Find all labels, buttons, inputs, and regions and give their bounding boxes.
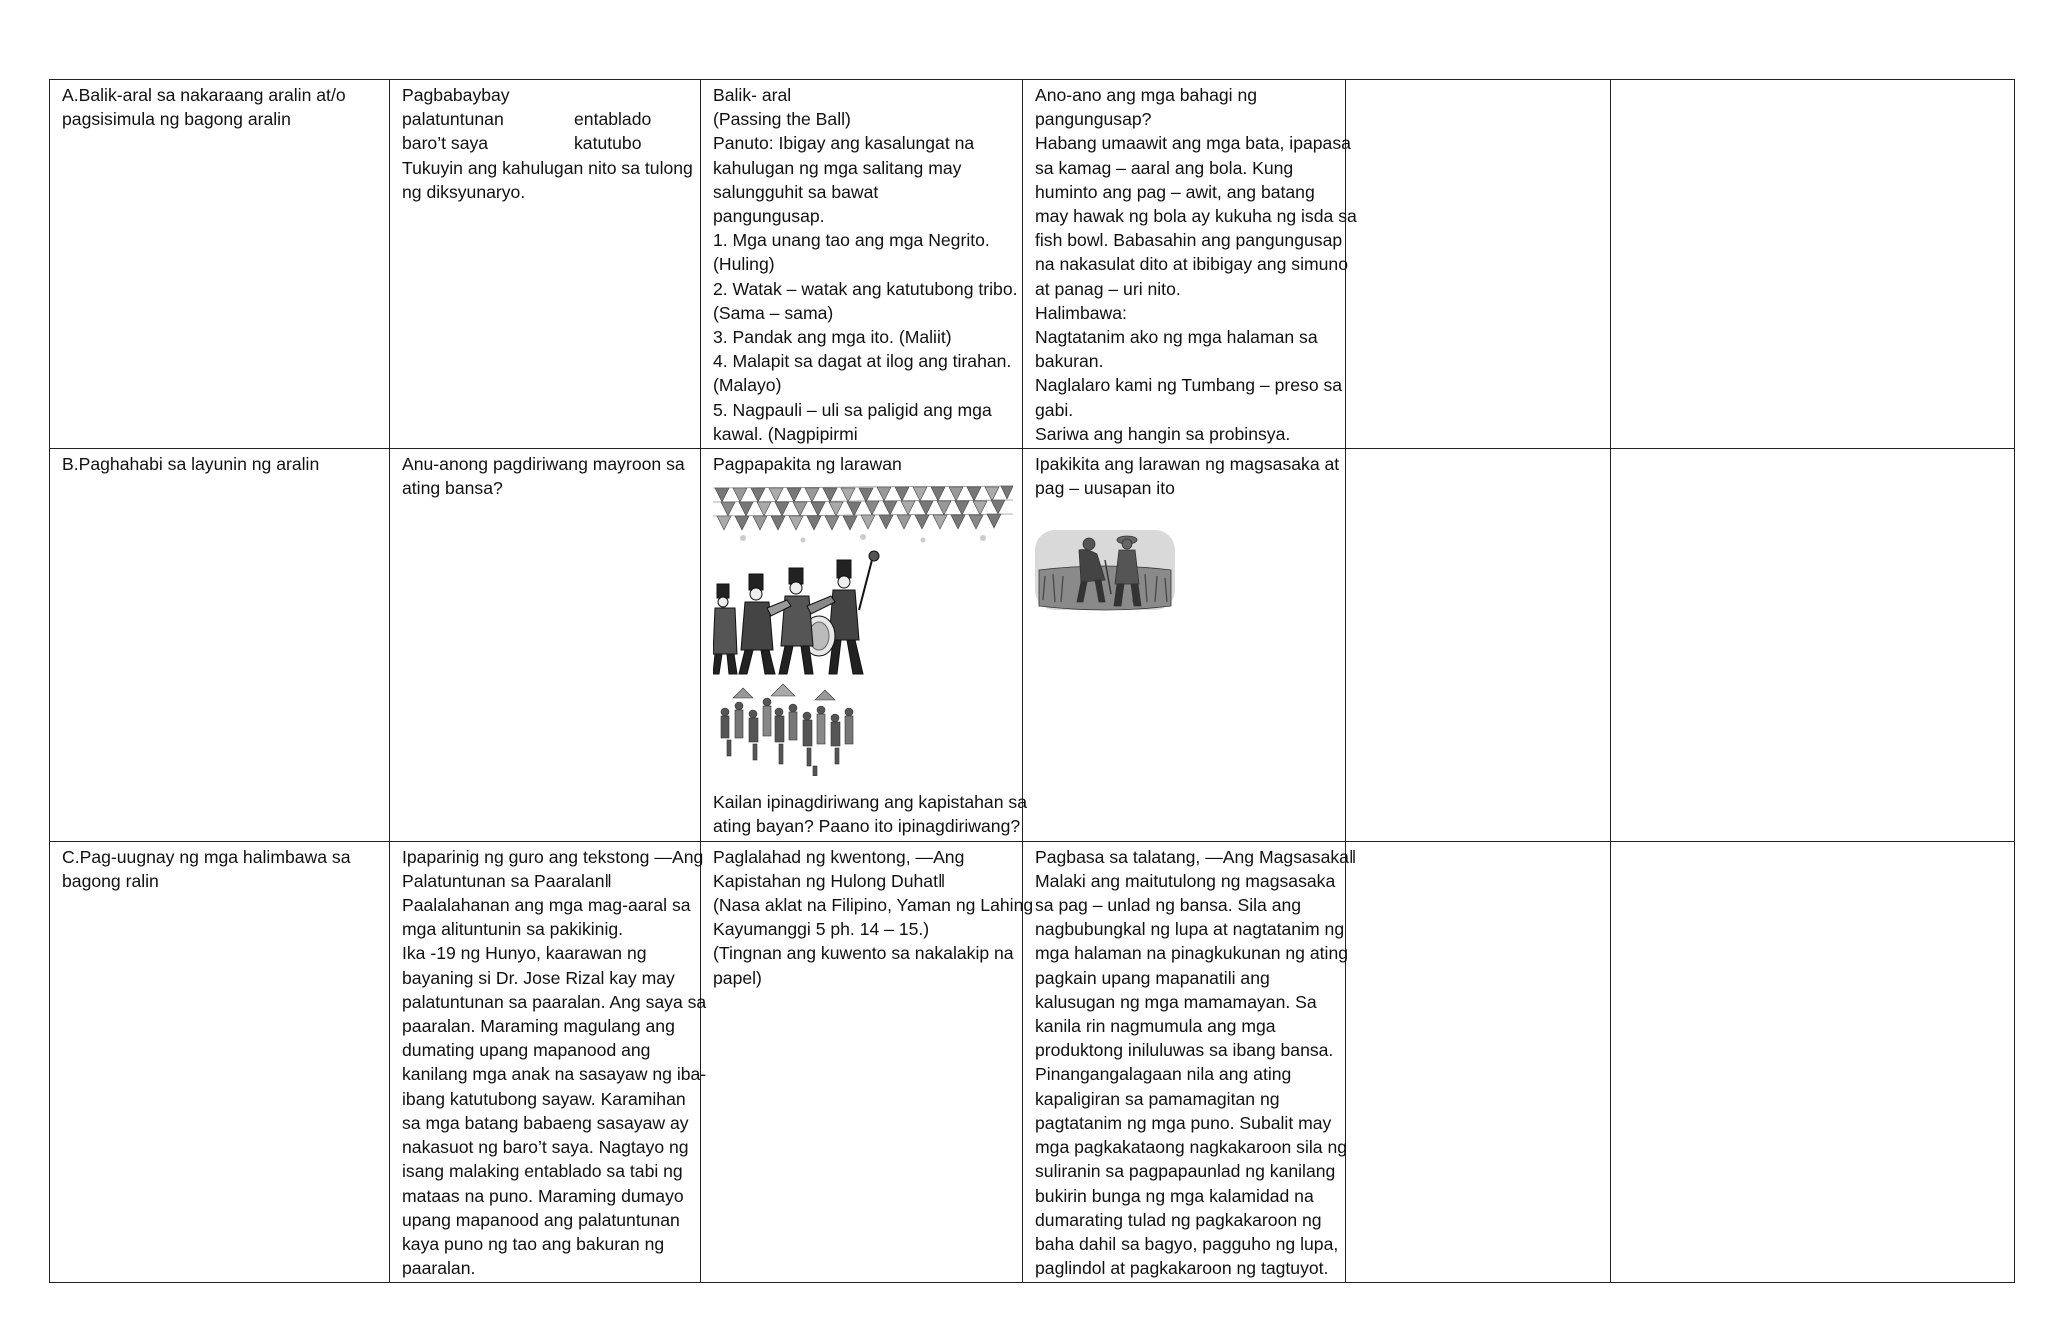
day1-cell	[390, 449, 701, 842]
row-label-cell	[50, 841, 390, 1283]
day2-cell	[701, 80, 1023, 449]
cell-text-line: (Tingnan ang kuwento sa nakalakip na	[713, 943, 1014, 964]
cell-text-line: Pinangangalagaan nila ang ating	[1035, 1064, 1292, 1085]
cell-text-line: ibang katutubong sayaw. Karamihan	[402, 1088, 686, 1109]
cell-text-line: Ano-ano ang mga bahagi ng	[1035, 85, 1258, 105]
cell-text-line: (Passing the Ball)	[713, 109, 851, 130]
cell-text-line: pagkain upang mapanatili ang	[1035, 967, 1270, 988]
cell-text-line: sa kamag – aaral ang bola. Kung	[1035, 157, 1294, 178]
cell-text-line: 4. Malapit sa dagat at ilog ang tirahan.	[713, 351, 1012, 372]
cell-text-line: ating bayan? Paano ito ipinagdiriwang?	[713, 816, 1021, 837]
day4-cell	[1346, 80, 1611, 449]
spelling-word: palatuntunan	[402, 109, 504, 130]
cell-text-line: ating bansa?	[402, 478, 503, 499]
cell-text-line: Paalalahanan ang mga mag-aaral sa	[402, 895, 691, 916]
cell-text-line: Habang umaawit ang mga bata, ipapasa	[1035, 133, 1351, 154]
row-label-cell	[50, 449, 390, 842]
spelling-word-pair	[402, 107, 690, 131]
cell-text-line: pangungusap.	[713, 206, 825, 227]
cell-text-line: bukirin bunga ng mga kalamidad na	[1035, 1185, 1314, 1206]
cell-text-line: huminto ang pag – awit, ang batang	[1035, 181, 1315, 202]
spelling-word-pair	[402, 131, 690, 155]
cell-text-line: pag – uusapan ito	[1035, 478, 1175, 499]
cell-text-line: bakuran.	[1035, 351, 1104, 372]
bunting-flags-image	[713, 480, 1013, 546]
spelling-word: baro’t saya	[402, 133, 489, 154]
cell-text-line: 1. Mga unang tao ang mga Negrito.	[713, 230, 990, 251]
row-label-line: pagsisimula ng bagong aralin	[62, 109, 291, 130]
cell-text-line: Ipaparinig ng guro ang tekstong ―Ang	[402, 846, 704, 867]
cell-spacer	[713, 780, 1012, 790]
row-label-line: bagong ralin	[62, 870, 159, 891]
cell-text-line: Sariwa ang hangin sa probinsya.	[1035, 423, 1291, 444]
cell-text-line: Balik- aral	[713, 85, 792, 105]
cell-text-line: kanila rin nagmumula ang mga	[1035, 1016, 1276, 1037]
cell-text-line: palatuntunan sa paaralan. Ang saya sa	[402, 991, 707, 1012]
cell-text-line: Palatuntunan sa Paaralan‖	[402, 870, 612, 891]
cell-text-line: Pagbasa sa talatang, ―Ang Magsasaka‖	[1035, 846, 1357, 867]
day5-cell	[1611, 449, 2015, 842]
cell-text-line: (Sama – sama)	[713, 302, 834, 323]
cell-heading: Pagpapakita ng larawan	[713, 454, 902, 475]
cell-text-line: pangungusap?	[1035, 109, 1152, 130]
day5-cell	[1611, 80, 2015, 449]
cell-text-line: may hawak ng bola ay kukuha ng isda sa	[1035, 206, 1357, 227]
cell-text-line: nakasuot ng baro’t saya. Nagtayo ng	[402, 1137, 689, 1158]
cell-text-line: gabi.	[1035, 399, 1074, 420]
cell-heading: Pagbabaybay	[402, 85, 510, 105]
cell-text-line: salungguhit sa bawat	[713, 181, 879, 202]
cell-text-line: Anu-anong pagdiriwang mayroon sa	[402, 454, 685, 475]
day3-cell	[1023, 80, 1357, 449]
cell-text-line: paaralan.	[402, 1258, 476, 1279]
cell-text-line: 3. Pandak ang mga ito. (Maliit)	[713, 327, 952, 348]
cell-text-line: nagbubungkal ng lupa at nagtatanim ng	[1035, 919, 1345, 940]
cell-text-line: 2. Watak – watak ang katutubong tribo.	[713, 278, 1018, 299]
cell-text-line: (Nasa aklat na Filipino, Yaman ng Lahing	[713, 895, 1034, 916]
cell-text-line: papel)	[713, 967, 762, 988]
cell-text-line: mga halaman na pinagkukunan ng ating	[1035, 943, 1349, 964]
cell-text-line: mga pagkakataong nagkakaroon sila ng	[1035, 1137, 1348, 1158]
day2-cell	[701, 449, 1027, 842]
parade-crowd-image	[713, 682, 863, 776]
day1-cell	[390, 841, 707, 1283]
cell-text-line: Ipakikita ang larawan ng magsasaka at	[1035, 454, 1340, 475]
cell-text-line: Nagtatanim ako ng mga halaman sa	[1035, 327, 1318, 348]
cell-text-line: kaya puno ng tao ang bakuran ng	[402, 1233, 665, 1254]
row-label-line: B.Paghahabi sa layunin ng aralin	[62, 454, 320, 475]
table-row	[50, 449, 2015, 842]
cell-text-line: paglindol at pagkakaroon ng tagtuyot.	[1035, 1258, 1329, 1279]
lesson-plan-table	[49, 79, 2015, 1283]
cell-text-line: pagtatanim ng mga puno. Subalit may	[1035, 1112, 1332, 1133]
cell-text-line: kapaligiran sa pamamagitan ng	[1035, 1088, 1280, 1109]
cell-text-line: baha dahil sa bagyo, pagguho ng lupa,	[1035, 1233, 1339, 1254]
cell-text-line: sa mga batang babaeng sasayaw ay	[402, 1112, 689, 1133]
cell-text-line: at panag – uri nito.	[1035, 278, 1181, 299]
cell-text-line: kalusugan ng mga mamamayan. Sa	[1035, 991, 1317, 1012]
cell-text-line: (Huling)	[713, 254, 775, 275]
cell-text-line: Naglalaro kami ng Tumbang – preso sa	[1035, 375, 1343, 396]
cell-text-line: dumating upang mapanood ang	[402, 1040, 651, 1061]
cell-text-line: Panuto: Ibigay ang kasalungat na	[713, 133, 975, 154]
day1-cell	[390, 80, 701, 449]
cell-text-line: fish bowl. Babasahin ang pangungusap	[1035, 230, 1343, 251]
cell-text-line: Kapistahan ng Hulong Duhat‖	[713, 870, 946, 891]
row-label-cell	[50, 80, 390, 449]
spelling-word: katutubo	[574, 133, 642, 154]
cell-text-line: Ika -19 ng Hunyo, kaarawan ng	[402, 943, 647, 964]
cell-text-line: kanilang mga anak na sasayaw ng iba-	[402, 1064, 707, 1085]
farmers-image	[1035, 510, 1175, 618]
cell-text-line: Paglalahad ng kwentong, ―Ang	[713, 846, 965, 867]
cell-text-line: paaralan. Maraming magulang ang	[402, 1016, 675, 1037]
cell-text-line: na nakasulat dito at ibibigay ang simuno	[1035, 254, 1348, 275]
cell-text-line: kahulugan ng mga salitang may	[713, 157, 962, 178]
cell-text-line: suliranin sa pagpapaunlad ng kanilang	[1035, 1161, 1336, 1182]
day5-cell	[1611, 841, 2015, 1283]
cell-text-line: mataas na puno. Maraming dumayo	[402, 1185, 684, 1206]
cell-text-line: upang mapanood ang palatuntunan	[402, 1209, 680, 1230]
cell-text-line: ng diksyunaryo.	[402, 181, 526, 202]
cell-text-line: kawal. (Nagpipirmi	[713, 423, 858, 444]
row-label-line: A.Balik-aral sa nakaraang aralin at/o	[62, 85, 346, 105]
day4-cell	[1346, 841, 1611, 1283]
cell-text-line: produktong iniluluwas sa ibang bansa.	[1035, 1040, 1334, 1061]
cell-text-line: Halimbawa:	[1035, 302, 1127, 323]
cell-text-line: Tukuyin ang kahulugan nito sa tulong	[402, 157, 693, 178]
day2-cell	[701, 841, 1034, 1283]
cell-text-line: bayaning si Dr. Jose Rizal kay may	[402, 967, 675, 988]
day4-cell	[1346, 449, 1611, 842]
table-row	[50, 841, 2015, 1283]
cell-text-line: sa pag – unlad ng bansa. Sila ang	[1035, 895, 1302, 916]
cell-text-line: isang malaking entablado sa tabi ng	[402, 1161, 683, 1182]
day3-cell	[1023, 841, 1357, 1283]
row-label-line: C.Pag-uugnay ng mga halimbawa sa	[62, 846, 351, 867]
spelling-word: entablado	[574, 109, 652, 130]
cell-text-line: Kailan ipinagdiriwang ang kapistahan sa	[713, 792, 1027, 813]
cell-text-line: (Malayo)	[713, 375, 782, 396]
cell-text-line: mga alituntunin sa pakikinig.	[402, 919, 624, 940]
cell-text-line: dumarating tulad ng pagkakaroon ng	[1035, 1209, 1322, 1230]
table-row	[50, 80, 2015, 449]
cell-text-line: 5. Nagpauli – uli sa paligid ang mga	[713, 399, 992, 420]
day3-cell	[1023, 449, 1346, 842]
cell-text-line: Kayumanggi 5 ph. 14 – 15.)	[713, 919, 930, 940]
marching-band-image	[713, 550, 893, 678]
cell-text-line: Malaki ang maitutulong ng magsasaka	[1035, 870, 1336, 891]
